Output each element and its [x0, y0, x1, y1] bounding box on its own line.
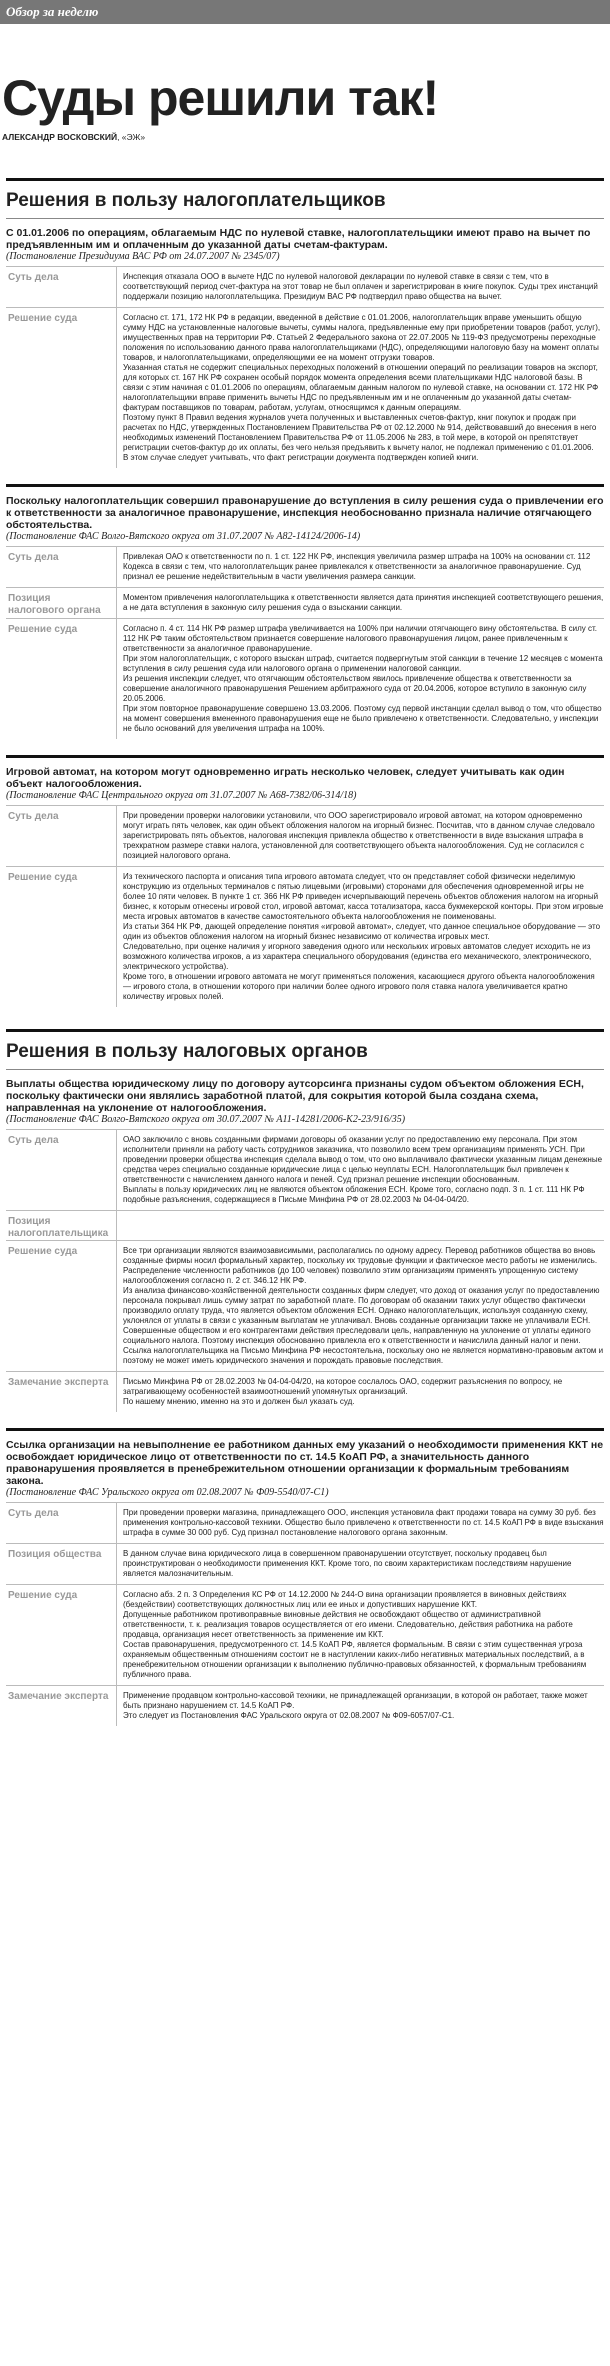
- case-row: [6, 1502, 604, 1543]
- row-text: При проведении проверки налоговики установили, что ООО зарегистрировало игровой автомат, на котором одновременно могут играть пять человек, как один объект обложения налогом на игорный бизнес. Посчитав, что в данном случае следовало зарегистрировать пять объектов, налоговая инспекция привлекла общество к ответственности в виде взыскания штрафа в трехкратном размере ставки налога, установленной для соответствующего объекта налогообложения. Суд не согласился с позицией налогового органа.: [116, 806, 604, 866]
- case-headline: Игровой автомат, на котором могут одновременно играть несколько человек, следует учитывать как один объект налогообложения.: [6, 766, 565, 790]
- author-name: АЛЕКСАНДР ВОСКОВСКИЙ: [2, 132, 118, 142]
- case-row: [6, 1371, 604, 1412]
- row-text: Применение продавцом контрольно-кассовой техники, не принадлежащей организации, в которой он работает, также может быть признано нарушением ст. 14.5 КоАП РФ. Это следует из Постановления ФАС Уральского округа от 02.08.2007 № Ф09-6057/07-С1.: [116, 1686, 604, 1726]
- case-headline: Поскольку налогоплательщик совершил правонарушение до вступления в силу решения суда о привлечении его к ответственности за аналогичное правонарушение, инспекция необоснованно признала наличие отягчающего обстоятельства.: [6, 495, 604, 531]
- row-text: ОАО заключило с вновь созданными фирмами договоры об оказании услуг по предоставлению ему персонала. При этом исполнители приняли на работу часть сотрудников заказчика, что позволило всем трем организациям применять УСН. При проведении проверки общества инспекция сделала вывод о том, что оно выплачивало фактически указанным лицам денежные средства через специально созданные юридические лица с целью неуплаты ЕСН. Налогоплательщик был привлечен к ответственности с начислением данного налога и пеней. Суд признал решение инспекции обоснованным. Выплаты в пользу юридических лиц не являются объектом обложения ЕСН. Кроме того, согласно подп. 3 п. 1 ст. 111 НК РФ подобные разъяснения, содержащиеся в Письме Минфина РФ от 28.02.2003 № 04-04-04/20.: [116, 1130, 604, 1210]
- row-text: Согласно п. 4 ст. 114 НК РФ размер штрафа увеличивается на 100% при наличии отягчающего вину обстоятельства. В силу ст. 112 НК РФ таким обстоятельством признается совершение налогового правонарушения лицом, ранее привлеченным к ответственности за аналогичное правонарушение. При этом налогоплательщик, с которого взыскан штраф, считается подвергнутым этой санкции в течение 12 месяцев с момента вступления в силу решения суда или налогового органа о применении налоговой санкции. Из решения инспекции следует, что отягчающим обстоятельством явилось привлечение общества к ответственности за совершение аналогичного правонарушения Решением арбитражного суда от 20.04.2006, которое вступило в законную силу 20.05.2006. При этом повторное правонарушение совершено 13.03.2006. Поэтому суд первой инстанции сделал вывод о том, что общество на момент совершения вмененного правонарушения еще не было привлечено к ответственности. Следовательно, у инспекции не было оснований для увеличения штрафа на 100%.: [116, 619, 604, 739]
- row-text: Согласно абз. 2 п. 3 Определения КС РФ от 14.12.2000 № 244-О вина организации проявляется в виновных действиях (бездействии) соответствующих должностных лиц или ее иных и допустивших нарушение ККТ. Допущенные работником противоправные виновные действия не освобождают общество от административной ответственности, т. к. реализация товаров осуществляется от его имени. Следовательно, действия работника на работе продавца, организация несет ответственность за применение им ККТ. Состав правонарушения, предусмотренного ст. 14.5 КоАП РФ, является формальным. В связи с этим существенная угроза охраняемым общественным отношениям состоит не в наступлении каких-либо негативных материальных последствий, а в пренебрежительном отношении организации к выполнению публично-правовых обязанностей, к формальным требованиям публичного права.: [116, 1585, 604, 1685]
- section: [6, 1029, 604, 1070]
- case-headline: С 01.01.2006 по операциям, облагаемым НДС по нулевой ставке, налогоплательщики имеют право на вычет по предъявленным им и оплаченным до указанной даты счетам-фактурам.: [6, 227, 591, 251]
- row-text: [116, 1211, 604, 1240]
- case-spacer: [0, 1412, 610, 1428]
- case-row: [6, 1129, 604, 1210]
- case-row: [6, 307, 604, 468]
- section-title: Решения в пользу налоговых органов: [6, 1032, 604, 1070]
- row-label: Решение суда: [8, 624, 78, 635]
- case-citation: (Постановление ФАС Волго-Вятского округа от 30.07.2007 № А11-14281/2006-К2-23/916/35): [6, 1114, 406, 1125]
- case-headline: Выплаты общества юридическому лицу по договору аутсорсинга признаны судом объектом обложения ЕСН, поскольку фактически они являлись заработной платой, для сокрытия которой была создана схема, направленная на уклонение от налогообложения.: [6, 1078, 584, 1114]
- row-label: Решение суда: [8, 1246, 78, 1257]
- row-label: Суть дела: [8, 1135, 59, 1146]
- row-label: Позиция налогового органа: [8, 593, 101, 616]
- case-spacer: [0, 739, 610, 755]
- case-divider: [6, 1428, 604, 1431]
- row-text: Моментом привлечения налогоплательщика к ответственности является дата принятия инспекцией соответствующего решения, а не дата вступления в законную силу решения суда о взыскании санкции.: [116, 588, 604, 618]
- case-row: [6, 1584, 604, 1685]
- row-text: При проведении проверки магазина, принадлежащего ООО, инспекция установила факт продажи товара на сумму 30 руб. без применения контрольно-кассовой техники. Общество было привлечено к ответственности по ст. 14.5 КоАП РФ в виде взыскания штрафа в сумме 30 000 руб. Суд признал постановление налогового органа законным.: [116, 1503, 604, 1543]
- row-label: Решение суда: [8, 313, 78, 324]
- case-row: [6, 1210, 604, 1240]
- row-label: Суть дела: [8, 272, 59, 283]
- case-row: [6, 1685, 604, 1726]
- row-text: Инспекция отказала ООО в вычете НДС по нулевой налоговой декларации по нулевой ставке в связи с тем, что в соответствующий период счет-фактура на этот товар не был оплачен и зарегистрирован в книге покупок. Суды трех инстанций поддержали позицию налогоплательщика. Президиум ВАС РФ подтвердил право общества на вычет.: [116, 267, 604, 307]
- case-citation: (Постановление Президиума ВАС РФ от 24.07.2007 № 2345/07): [6, 251, 280, 262]
- row-label: Замечание эксперта: [8, 1377, 109, 1388]
- rubric-title: Обзор за неделю: [6, 4, 99, 19]
- case-row: [6, 618, 604, 739]
- section-title: Решения в пользу налогоплательщиков: [6, 181, 604, 219]
- byline: [2, 132, 610, 142]
- row-text: Из технического паспорта и описания типа игрового автомата следует, что он представляет собой физически неделимую конструкцию из отдельных терминалов с пятью лицевыми (игровыми) сторонами для обеспечения одновременной игры не более 10 пяти человек. В пункте 1 ст. 366 НК РФ приведен исчерпывающий перечень объектов обложения налогом на игорный бизнес, к которым отнесены игровой стол, игровой автомат, касса тотализатора, касса букмекерской конторы. При этом игровые места игровых автоматов в качестве самостоятельного объекта налогообложения не поименованы. Из статьи 364 НК РФ, дающей определение понятия «игровой автомат», следует, что данное специальное оборудование — это один из объектов обложения налогом на игорный бизнес независимо от количества игровых мест. Следовательно, при оценке наличия у игорного заведения одного или нескольких игровых автоматов следует исходить не из возможного количества игроков, а из характера специального оборудования (единства его механического, электронического, электрического устройства). Кроме того, в отношении игрового автомата не могут применяться положения, касающиеся другого объекта налогообложения — игрового стола, в отношении которого при наличии более одного игрового поля ставка налога увеличивается кратно количеству игровых полей.: [116, 867, 604, 1007]
- row-text: Согласно ст. 171, 172 НК РФ в редакции, введенной в действие с 01.01.2006, налогоплательщик вправе уменьшить общую сумму НДС на установленные налоговые вычеты, суммы налога, предъявленные ему при приобретении товаров (работ, услуг), имущественных прав на территории РФ. Статьей 2 Федерального закона от 22.07.2005 № 119-ФЗ предусмотрены переходные положения по использованию данного права налогоплательщиками (НДС), определяющими налоговую базу на момент оплаты товаров, и налогоплательщиками, определяющими ее на момент отгрузки товаров. Указанная статья не содержит специальных переходных положений в отношении операций по реализации товаров на экспорт, для которых ст. 167 НК РФ сохранен особый порядок момента определения всеми плательщиками НДС налоговой базы. В связи с этим начиная с 01.01.2006 по операциям, облагаемым данным налогом по нулевой ставке, на основании ст. 172 НК РФ налогоплательщики вправе применить вычеты НДС по предъявленным им и не оплаченным до указанной даты счетам-фактурам поставщиков по товарам, работам, услугам, относящимся к данным операциям. Поэтому пункт 8 Правил ведения журналов учета полученных и выставленных счетов-фактур, книг покупок и продаж при расчетах по НДС, утвержденных Постановлением Правительства РФ от 02.12.2000 № 914, действовавший до внесения в него необходимых изменений Постановлением Правительства РФ от 11.05.2006 № 283, в той мере, в которой он препятствует регистрации счетов-фактур до их оплаты, без чего нельзя предъявить к вычету налог, не подлежал применению с 01.01.2006. В этом случае следует учитывать, что факт регистрации документа подтвержден копией книги.: [116, 308, 604, 468]
- row-text: Все три организации являются взаимозависимыми, располагались по одному адресу. Перевод работников общества во вновь созданные фирмы носил формальный характер, поскольку их трудовые функции и фактическое место работы не изменились. Распределение численности работников (до 100 человек) позволило этим организациям применять упрощенную систему налогообложения согласно п. 2 ст. 346.12 НК РФ. Из анализа финансово-хозяйственной деятельности созданных фирм следует, что доход от оказания услуг по предоставлению персонала покрывал лишь сумму затрат по заработной плате. По договорам об оказании таких услуг общество фактически производило оплату труда, что является объектом обложения ЕСН. Однако налогоплательщик, используя созданную схему, уклонялся от уплаты в связи с указанным выплатам не уплачивал. Вновь созданные организации также не уплачивали ЕСН. Совершенные обществом и его контрагентами действия преследовали цель, направленную на уклонение от уплаты единого социального налога. Поэтому инспекция обоснованно привлекла его к ответственности и начислила данный налог и пени. Ссылка налогоплательщика на Письмо Минфина РФ несостоятельна, поскольку оно не является нормативно-правовым актом и поэтому не может иметь юридического значения и порождать правовые последствия.: [116, 1241, 604, 1371]
- row-label: Суть дела: [8, 811, 59, 822]
- case-row: [6, 866, 604, 1007]
- rubric-bar: [0, 0, 610, 24]
- page-title: Суды решили так!: [2, 70, 439, 126]
- row-label: Позиция общества: [8, 1549, 102, 1560]
- case-spacer: [0, 468, 610, 484]
- case-divider: [6, 755, 604, 758]
- row-label: Решение суда: [8, 1590, 78, 1601]
- row-label: Решение суда: [8, 872, 78, 883]
- case-row: [6, 805, 604, 866]
- row-label: Суть дела: [8, 1508, 59, 1519]
- case-row: [6, 546, 604, 587]
- article-body: [0, 178, 610, 1726]
- case-headline: Ссылка организации на невыполнение ее работником данных ему указаний о необходимости применения ККТ не освобождает юридическое лицо от ответственности по ст. 14.5 КоАП РФ, а значительность данного правонарушения проявляется в пренебрежительном отношении организации к формальным требованиям закона.: [6, 1439, 604, 1487]
- row-text: Письмо Минфина РФ от 28.02.2003 № 04-04-04/20, на которое сослалось ОАО, содержит разъяснения по вопросу, не затрагивающему особенностей взаимоотношений упомянутых организаций. По нашему мнению, именно на это и должен был указать суд.: [116, 1372, 604, 1412]
- row-text: Привлекая ОАО к ответственности по п. 1 ст. 122 НК РФ, инспекция увеличила размер штрафа на 100% на основании ст. 112 Кодекса в связи с тем, что налогоплательщик ранее привлекался к ответственности за аналогичное правонарушение. Суд признал ее решение недействительным в части увеличения размера санкции.: [116, 547, 604, 587]
- author-source: , «ЭЖ»: [117, 132, 146, 142]
- case-row: [6, 266, 604, 307]
- row-label: Позиция налогоплательщика: [8, 1216, 109, 1239]
- case-citation: (Постановление ФАС Центрального округа от 31.07.2007 № А68-7382/06-314/18): [6, 790, 357, 801]
- row-text: В данном случае вина юридического лица в совершенном правонарушении отсутствует, поскольку продавец был проинструктирован о необходимости применения ККТ. Кроме того, по своим характеристикам последствиям нарушение является малозначительным.: [116, 1544, 604, 1584]
- case-row: [6, 587, 604, 618]
- row-label: Суть дела: [8, 552, 59, 563]
- row-label: Замечание эксперта: [8, 1691, 109, 1702]
- section: [6, 178, 604, 219]
- case-row: [6, 1543, 604, 1584]
- case-row: [6, 1240, 604, 1371]
- case-citation: (Постановление ФАС Волго-Вятского округа от 31.07.2007 № А82-14124/2006-14): [6, 531, 361, 542]
- case-divider: [6, 484, 604, 487]
- case-citation: (Постановление ФАС Уральского округа от 02.08.2007 № Ф09-5540/07-С1): [6, 1487, 329, 1498]
